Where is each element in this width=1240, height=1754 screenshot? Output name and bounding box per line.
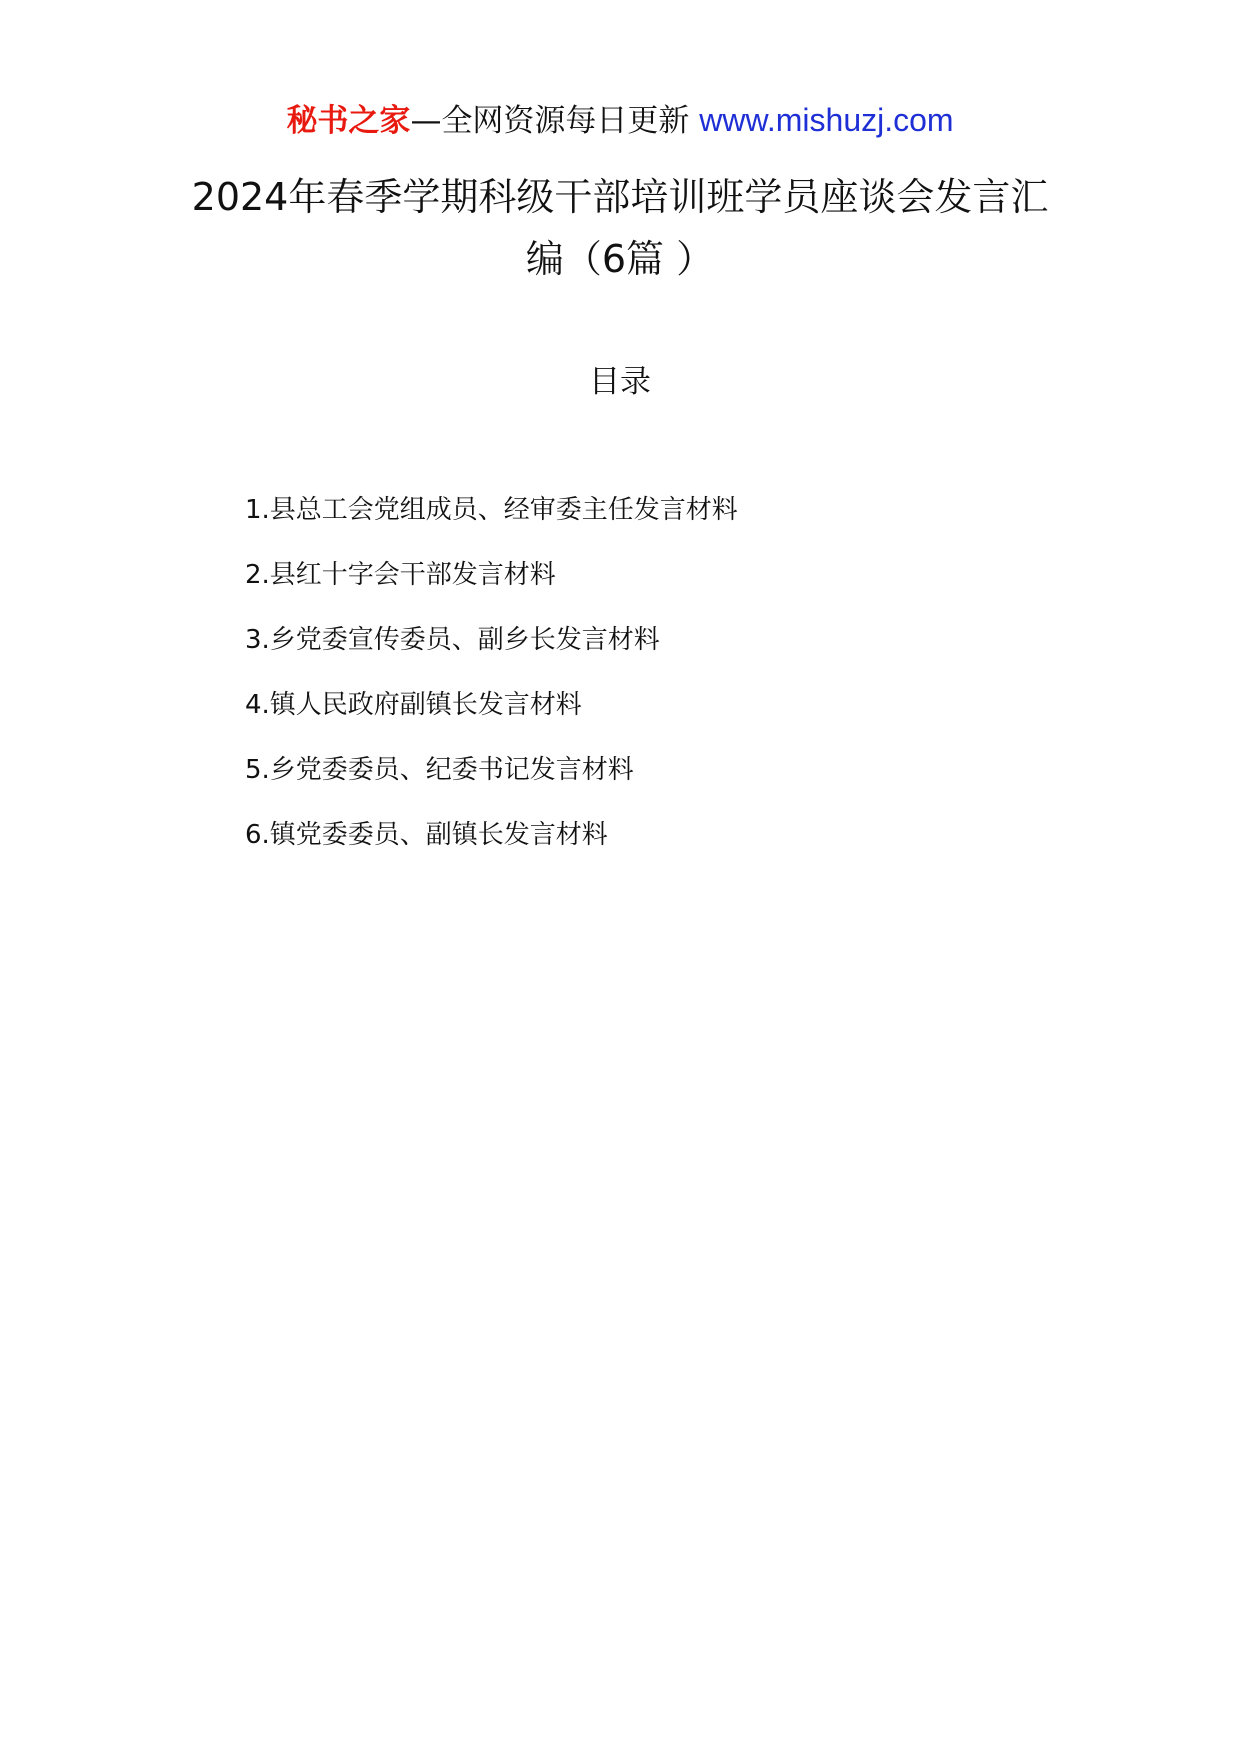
toc-item[interactable]: 3.乡党委宣传委员、副乡长发言材料 xyxy=(245,625,660,655)
toc-item[interactable]: 1.县总工会党组成员、经审委主任发言材料 xyxy=(245,495,738,525)
brand-name: 秘书之家 xyxy=(286,103,411,139)
document-title: 2024年春季学期科级干部培训班学员座谈会发言汇编（6篇 ） xyxy=(191,175,1049,281)
toc-heading: 目录 xyxy=(589,364,651,400)
toc-item[interactable]: 5.乡党委委员、纪委书记发言材料 xyxy=(245,755,634,785)
site-banner xyxy=(0,100,1240,141)
toc-item[interactable]: 4.镇人民政府副镇长发言材料 xyxy=(245,690,582,720)
toc-item[interactable]: 6.镇党委委员、副镇长发言材料 xyxy=(245,820,608,850)
banner-slogan: —全网资源每日更新 xyxy=(410,103,690,139)
site-url-link[interactable]: www.mishuzj.com xyxy=(699,102,954,138)
toc-list xyxy=(245,493,738,883)
toc-item[interactable]: 2.县红十字会干部发言材料 xyxy=(245,560,556,590)
